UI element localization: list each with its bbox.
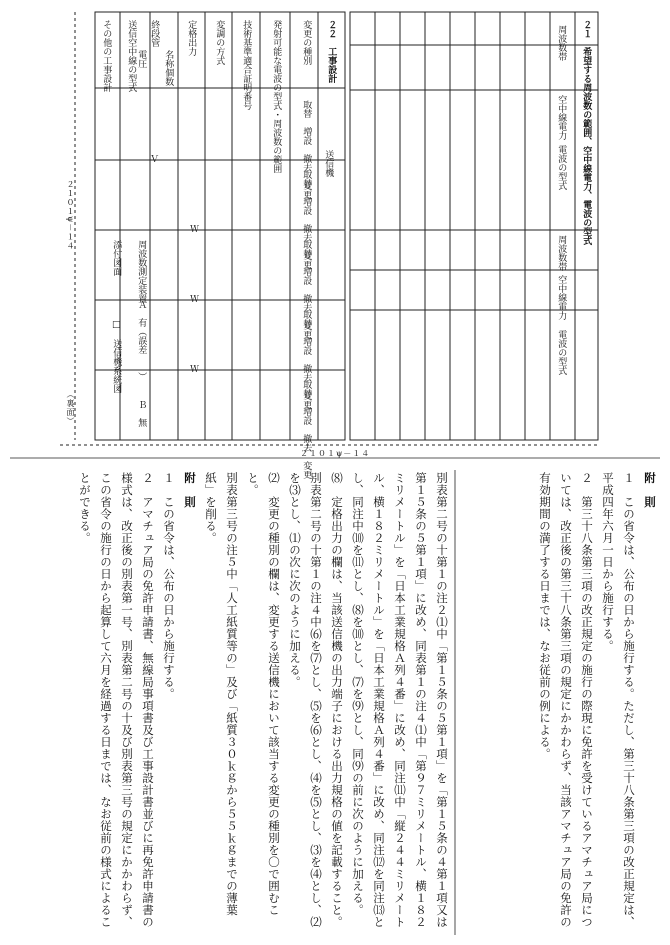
change-kinds-2: 取替 増設 撤去 変更	[301, 170, 312, 269]
amendment-text	[74, 472, 452, 932]
change-kinds-4: 取替 増設 撤去 変更	[301, 310, 312, 409]
col-header-band: 周波数帯	[556, 25, 567, 61]
para-1: 別表第二号の十第１の注２⑴中「第１５条の５第１項」を「第１５条の４第１項又は第１５条の５第１項」に改め、同表第１の注４⑴中「第９７ミリメートル、横１８２ミリメートル」を「日本工業規格Ａ列４番」に改め、同注⑾中「縦２４４ミリメートル、横１８２ミリメートル」を「日本工業規格Ａ列４番」に改め、同注⑿を同注⒀とし、同注中⑽を⑾とし、⑻を⑽とし、⑺を⑼とし、同⑼の前に次のように加える。	[351, 472, 449, 928]
option-a: Ａ 有（誤差 ）	[136, 300, 147, 381]
unit-w-1: Ｗ	[190, 225, 200, 235]
col-header-emission: 電波の型式	[556, 145, 567, 190]
fusoku-1: １ この省令は、公布の日から施行する。	[162, 472, 176, 700]
change-kinds: 取替 増設 撤去 変更	[301, 100, 312, 199]
option-b: Ｂ 無	[136, 400, 147, 427]
page-code-left: ２１０１ψ－１４	[66, 180, 75, 251]
page-code-bottom: ２１０１ψ－１４	[300, 449, 371, 458]
col-header-band-2: 周波数帯	[556, 235, 567, 271]
change-kinds-5: 取替 増設 撤去 変更	[301, 380, 312, 479]
checkbox-system-diagram: □ 送信機系統図	[111, 320, 122, 393]
attached-drawing-label: 添付図面	[111, 240, 122, 276]
row-label-final-tube: 終段管	[149, 20, 160, 47]
row-label-other: その他の工事設計	[101, 20, 112, 92]
device-label: 送信機	[323, 150, 334, 177]
row-label-emission-range: 発射可能な電波の型式・周波数の範囲	[271, 20, 282, 173]
para-3: 別表第二号の十第１の注４中⑹を⑺とし、⑸を⑹とし、⑷を⑸とし、⑶を⑷とし、⑵を⑶とし、⑴の次に次のように加える。	[288, 472, 323, 928]
freq-measure-label: 周波数測定装置	[136, 240, 147, 303]
para-5: 別表第三号の注５中「人工紙質等の」及び「紙質３０ｋｇから５５ｋｇまでの薄葉紙」を削る。	[204, 472, 239, 916]
fusoku-2: ２ アマチュア局の免許申請書、無線局事項書及び工事設計書並びに再免許申請書の様式は、改正後の別表第一号、別表第二号の十及び別表第三号の規定にかかわらず、この省令の施行の日から起算して六月を経過する日までは、なお従前の様式によることができる。	[78, 472, 155, 928]
col-header-power: 空中線電力	[556, 95, 567, 140]
change-kinds-3: 取替 増設 撤去 変更	[301, 240, 312, 339]
col-header-emission-2: 電波の型式	[556, 330, 567, 375]
para-4: ⑵ 変更の種別の欄は、変更する送信機において該当する変更の種別を〇で囲むこと。	[246, 472, 281, 916]
para-2: ⑻ 定格出力の欄は、当該送信機の出力端子における出力規格の値を記載すること。	[330, 472, 344, 928]
right-para-1: １ この省令は、公布の日から施行する。ただし、第三十八条第三項の改正規定は、平成四年六月一日から施行する。	[601, 472, 636, 928]
unit-v-1: Ｖ	[150, 155, 160, 165]
right-para-2: ２ 第三十八条第三項の改正規定の施行の際現に免許を受けているアマチュア局については、改正後の第三十八条第三項の規定にかかわらず、当該アマチュア局の免許の有効期間の満了する日までは、なお従前の例による。	[538, 472, 594, 928]
unit-w-3: Ｗ	[190, 365, 200, 375]
reverse-label: （裏面）	[66, 390, 75, 426]
fusoku-title: 附 則	[183, 472, 197, 508]
right-column-text	[534, 472, 660, 932]
row-label-cert-number: 技術基準適合証明番号	[241, 20, 252, 110]
col-header-power-2: 空中線電力	[556, 275, 567, 320]
row-label-name-count: 名称個数	[163, 50, 174, 86]
row-label-modulation: 変調の方式	[214, 20, 225, 65]
row-label-rated-output: 定格出力	[186, 20, 197, 56]
row-label-change: 変更の種別	[301, 20, 312, 65]
section21-title: ２１ 希望する周波数の範囲、空中線電力、電波の型式	[581, 20, 592, 245]
row-label-voltage: 電圧	[136, 50, 147, 68]
row-label-antenna: 送信空中線の型式	[126, 20, 137, 92]
unit-w-2: Ｗ	[190, 295, 200, 305]
right-fusoku-title: 附 則	[643, 472, 657, 508]
section22-title: ２２ 工事設計	[326, 20, 337, 83]
